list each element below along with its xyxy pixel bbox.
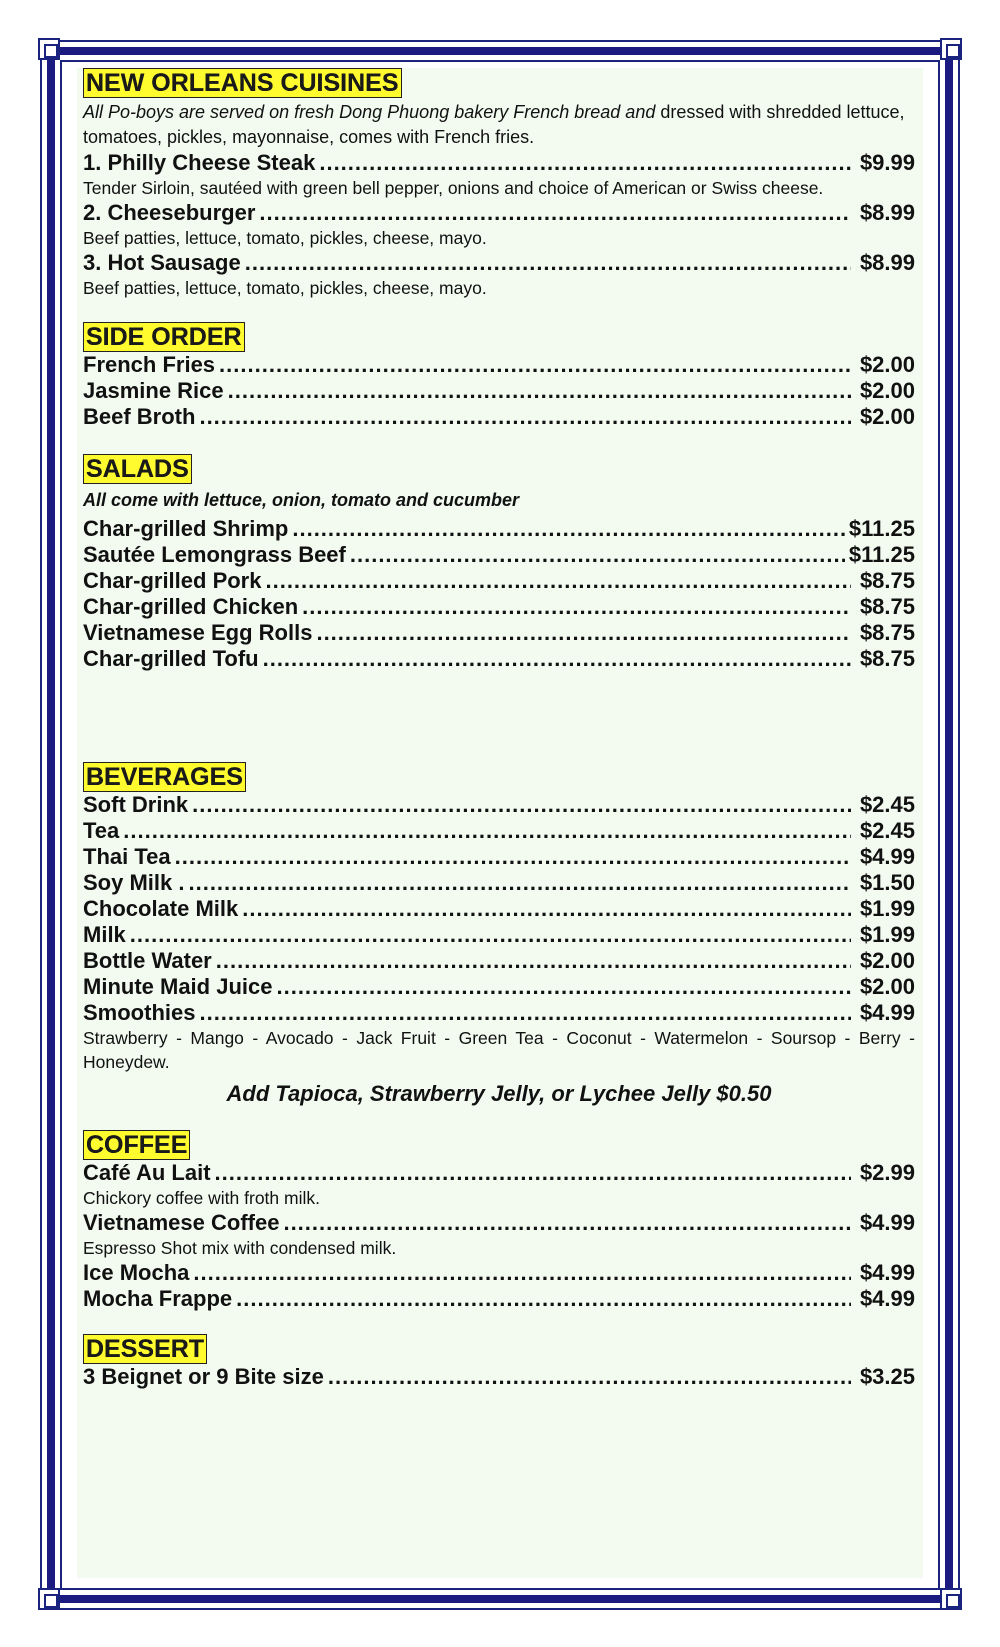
dot-leader bbox=[328, 1364, 851, 1390]
spacer bbox=[83, 1108, 923, 1130]
item-price: $8.99 bbox=[859, 200, 915, 225]
section-beverages bbox=[83, 762, 923, 1108]
item-description: Chickory coffee with froth milk. bbox=[83, 1188, 320, 1208]
menu-item bbox=[83, 646, 915, 672]
dot-leader bbox=[193, 1260, 851, 1286]
item-price: $2.45 bbox=[859, 792, 915, 817]
item-name: 3. Hot Sausage bbox=[83, 250, 241, 275]
item-name: Vietnamese Coffee bbox=[83, 1210, 280, 1235]
menu-item bbox=[83, 818, 915, 844]
menu-item bbox=[83, 620, 915, 646]
dot-leader bbox=[259, 200, 851, 226]
dot-leader bbox=[350, 542, 845, 568]
item-price: $2.00 bbox=[859, 404, 915, 429]
menu-item bbox=[83, 974, 915, 1000]
menu-item bbox=[83, 792, 915, 818]
item-description: Beef patties, lettuce, tomato, pickles, cheese, mayo. bbox=[83, 278, 487, 298]
item-price: $4.99 bbox=[859, 1260, 915, 1285]
menu-item bbox=[83, 594, 915, 620]
menu-item bbox=[83, 352, 915, 378]
item-name: Minute Maid Juice bbox=[83, 974, 273, 999]
menu-item bbox=[83, 1286, 915, 1312]
spacer bbox=[83, 300, 923, 322]
item-price: $1.99 bbox=[859, 922, 915, 947]
item-price: $4.99 bbox=[859, 1286, 915, 1311]
dot-leader bbox=[123, 818, 851, 844]
section-title: SIDE ORDER bbox=[83, 322, 245, 352]
item-price: $4.99 bbox=[859, 844, 915, 869]
item-price: $8.75 bbox=[859, 568, 915, 593]
item-price: $11.25 bbox=[848, 516, 915, 541]
corner-ornament-top-left bbox=[38, 38, 60, 60]
menu-item bbox=[83, 870, 915, 896]
dot-leader bbox=[188, 870, 851, 896]
item-name: Milk bbox=[83, 922, 126, 947]
section-coffee bbox=[83, 1130, 923, 1312]
section-title: BEVERAGES bbox=[83, 762, 246, 792]
item-name: Ice Mocha bbox=[83, 1260, 190, 1285]
menu-item bbox=[83, 844, 915, 870]
corner-ornament-bottom-left bbox=[38, 1588, 60, 1610]
item-name: 2. Cheeseburger bbox=[83, 200, 256, 225]
section-title: NEW ORLEANS CUISINES bbox=[83, 68, 402, 98]
dot-leader bbox=[292, 516, 845, 542]
dot-leader bbox=[215, 1160, 851, 1186]
dot-leader bbox=[175, 844, 851, 870]
menu-item bbox=[83, 1260, 915, 1286]
dot-leader bbox=[263, 646, 851, 672]
menu-item bbox=[83, 150, 915, 176]
dot-leader bbox=[199, 1000, 851, 1026]
item-price: $2.99 bbox=[859, 1160, 915, 1185]
dot-leader bbox=[245, 250, 851, 276]
menu-item bbox=[83, 1210, 915, 1236]
item-price: $11.25 bbox=[848, 542, 915, 567]
addon-note: Add Tapioca, Strawberry Jelly, or Lychee Jelly $0.50 bbox=[226, 1081, 772, 1106]
menu-item bbox=[83, 948, 915, 974]
item-price: $8.75 bbox=[859, 594, 915, 619]
item-name: Char-grilled Pork bbox=[83, 568, 262, 593]
item-name: Soy Milk . bbox=[83, 870, 185, 895]
item-price: $9.99 bbox=[859, 150, 915, 175]
item-price: $1.99 bbox=[859, 896, 915, 921]
dot-leader bbox=[199, 404, 851, 430]
item-name: Sautée Lemongrass Beef bbox=[83, 542, 346, 567]
item-name: Char-grilled Chicken bbox=[83, 594, 299, 619]
item-name: Beef Broth bbox=[83, 404, 196, 429]
dot-leader bbox=[236, 1286, 851, 1312]
item-description: Tender Sirloin, sautéed with green bell pepper, onions and choice of American or Swiss cheese. bbox=[83, 178, 824, 198]
smoothie-flavors: Strawberry - Mango - Avocado - Jack Fruit - Green Tea - Coconut - Watermelon - Soursop - Berry - Honeydew. bbox=[83, 1028, 915, 1072]
dot-leader bbox=[283, 1210, 851, 1236]
item-price: $2.00 bbox=[859, 974, 915, 999]
dot-leader bbox=[319, 150, 851, 176]
item-description: Beef patties, lettuce, tomato, pickles, cheese, mayo. bbox=[83, 228, 487, 248]
menu-item bbox=[83, 404, 915, 430]
item-name: Tea bbox=[83, 818, 120, 843]
spacer bbox=[83, 430, 923, 454]
dot-leader bbox=[130, 922, 851, 948]
dot-leader bbox=[219, 352, 851, 378]
menu-item bbox=[83, 378, 915, 404]
section-note: All come with lettuce, onion, tomato and cucumber bbox=[83, 490, 520, 510]
dot-leader bbox=[242, 896, 851, 922]
item-name: Char-grilled Shrimp bbox=[83, 516, 289, 541]
item-price: $8.99 bbox=[859, 250, 915, 275]
dot-leader bbox=[192, 792, 851, 818]
item-name: Bottle Water bbox=[83, 948, 212, 973]
section-intro bbox=[83, 100, 923, 150]
spacer bbox=[83, 1312, 923, 1334]
item-name: Café Au Lait bbox=[83, 1160, 211, 1185]
menu-item bbox=[83, 250, 915, 276]
item-name: French Fries bbox=[83, 352, 216, 377]
menu-content bbox=[83, 68, 923, 1390]
item-name: 3 Beignet or 9 Bite size bbox=[83, 1364, 324, 1389]
corner-ornament-bottom-right bbox=[940, 1588, 962, 1610]
intro-italic: All Po-boys are served on fresh Dong Phuong bakery French bread and bbox=[83, 102, 656, 122]
item-price: $2.45 bbox=[859, 818, 915, 843]
item-name: Soft Drink bbox=[83, 792, 189, 817]
item-price: $8.75 bbox=[859, 646, 915, 671]
spacer bbox=[83, 672, 923, 762]
corner-ornament-top-right bbox=[940, 38, 962, 60]
item-price: $2.00 bbox=[859, 948, 915, 973]
item-price: $4.99 bbox=[859, 1210, 915, 1235]
section-dessert bbox=[83, 1334, 923, 1390]
section-title: DESSERT bbox=[83, 1334, 207, 1364]
item-price: $3.25 bbox=[859, 1364, 915, 1389]
item-price: $2.00 bbox=[859, 378, 915, 403]
item-price: $1.50 bbox=[859, 870, 915, 895]
menu-item bbox=[83, 568, 915, 594]
item-name: Vietnamese Egg Rolls bbox=[83, 620, 313, 645]
item-name: Thai Tea bbox=[83, 844, 171, 869]
dot-leader bbox=[228, 378, 851, 404]
section-side-order bbox=[83, 322, 923, 430]
section-title: SALADS bbox=[83, 454, 192, 484]
item-name: Smoothies bbox=[83, 1000, 196, 1025]
item-name: Jasmine Rice bbox=[83, 378, 224, 403]
item-price: $8.75 bbox=[859, 620, 915, 645]
section-title: COFFEE bbox=[83, 1130, 190, 1160]
item-price: $4.99 bbox=[859, 1000, 915, 1025]
menu-item bbox=[83, 542, 915, 568]
dot-leader bbox=[316, 620, 851, 646]
menu-item bbox=[83, 922, 915, 948]
item-name: Chocolate Milk bbox=[83, 896, 239, 921]
menu-item bbox=[83, 1000, 915, 1026]
menu-item bbox=[83, 200, 915, 226]
menu-item bbox=[83, 1160, 915, 1186]
dot-leader bbox=[265, 568, 851, 594]
dot-leader bbox=[302, 594, 851, 620]
intro-rest: dressed with shredded lettuce, tomatoes, pickles, mayonnaise, comes with French fries. bbox=[83, 102, 905, 147]
item-price: $2.00 bbox=[859, 352, 915, 377]
menu-item bbox=[83, 1364, 915, 1390]
item-name: Char-grilled Tofu bbox=[83, 646, 259, 671]
menu-item bbox=[83, 516, 915, 542]
item-name: 1. Philly Cheese Steak bbox=[83, 150, 316, 175]
dot-leader bbox=[216, 948, 851, 974]
item-description: Espresso Shot mix with condensed milk. bbox=[83, 1238, 397, 1258]
item-name: Mocha Frappe bbox=[83, 1286, 233, 1311]
section-new-orleans-cuisines bbox=[83, 68, 923, 300]
section-salads bbox=[83, 454, 923, 672]
dot-leader bbox=[276, 974, 851, 1000]
menu-item bbox=[83, 896, 915, 922]
